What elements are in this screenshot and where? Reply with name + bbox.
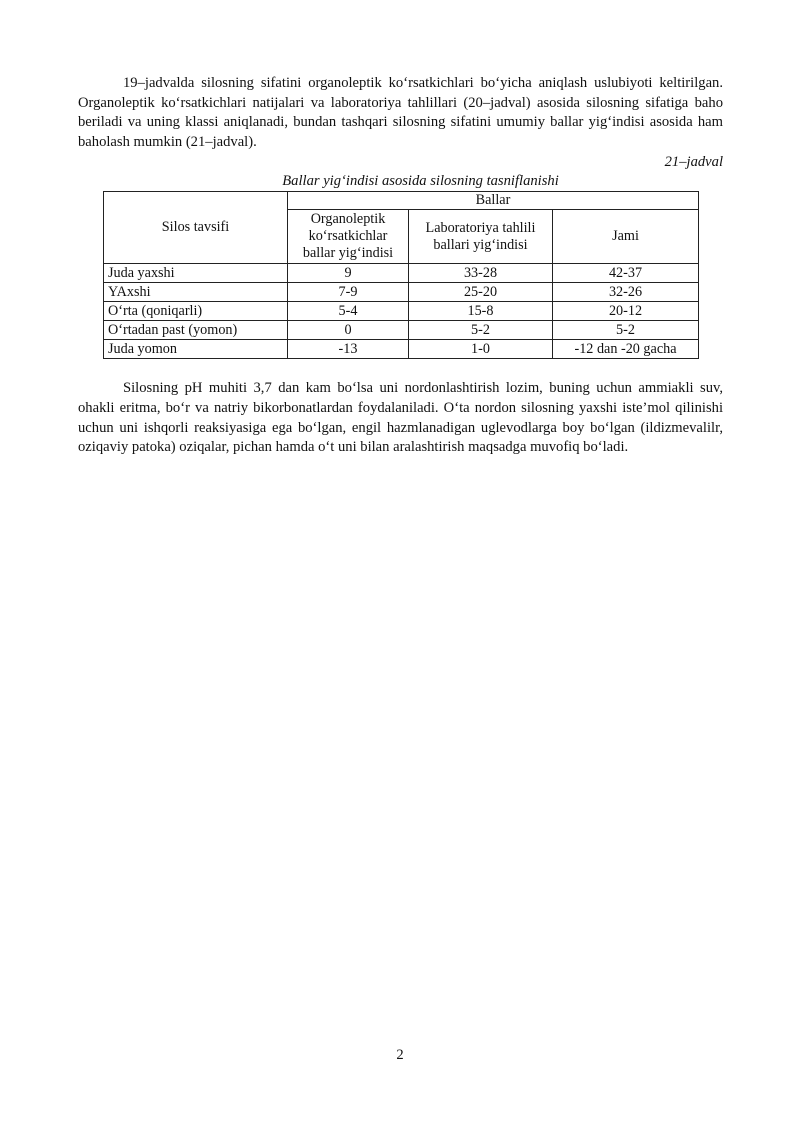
intro-paragraph: 19–jadvalda silosning sifatini organoleptik ko‘rsatkichlari bo‘yicha aniqlash uslubiyoti keltirilgan. Organoleptik ko‘rsatkichlari natijalari va laboratoriya tahlillari (20–jadval) asosida silosning sifatiga baho beriladi va uning klassi aniqlanadi, bundan tashqari silosning sifatini umumiy ballar yig‘indisi asosida ham baholash mumkin (21–jadval). bbox=[78, 75, 723, 150]
row-tavsif: YAxshi bbox=[104, 283, 288, 302]
header-silos-tavsifi: Silos tavsifi bbox=[104, 192, 288, 264]
closing-paragraph: Silosning pH muhiti 3,7 dan kam bo‘lsa uni nordonlashtirish lozim, buning uchun ammiakli suv, ohakli eritma, bo‘r va natriy bikorbonatlardan foydalaniladi. O‘ta nordon silosning yaxshi iste’mol qilinishi uchun uni ishqorli reaksiyasiga ega bo‘lgan, engil hazmlanadigan uglevodlarga boy bo‘lgan (ildizmevalilr, oziqaviy patoka) oziqalar, pichan hamda o‘t uni bilan aralashtirish maqsadga muvofiq bo‘ladi. bbox=[78, 380, 723, 456]
row-jami: -12 dan -20 gacha bbox=[553, 340, 699, 359]
row-laboratoriya: 5-2 bbox=[409, 321, 553, 340]
header-jami: Jami bbox=[553, 210, 699, 264]
row-jami: 5-2 bbox=[553, 321, 699, 340]
table-row bbox=[104, 321, 699, 340]
row-laboratoriya: 25-20 bbox=[409, 283, 553, 302]
row-tavsif: Juda yomon bbox=[104, 340, 288, 359]
classification-table bbox=[103, 191, 699, 359]
row-laboratoriya: 1-0 bbox=[409, 340, 553, 359]
table-title: Ballar yig‘indisi asosida silosning tasniflanishi bbox=[282, 173, 559, 190]
page-content bbox=[78, 74, 723, 458]
header-ballar: Ballar bbox=[288, 192, 699, 210]
row-organoleptik: 5-4 bbox=[288, 302, 409, 321]
row-tavsif: O‘rtadan past (yomon) bbox=[104, 321, 288, 340]
row-laboratoriya: 15-8 bbox=[409, 302, 553, 321]
row-tavsif: Juda yaxshi bbox=[104, 264, 288, 283]
table-row bbox=[104, 340, 699, 359]
table-number: 21–jadval bbox=[664, 154, 723, 171]
header-laboratoriya: Laboratoriya tahlili ballari yig‘indisi bbox=[409, 210, 553, 264]
table-row bbox=[104, 283, 699, 302]
row-jami: 42-37 bbox=[553, 264, 699, 283]
table-row bbox=[104, 302, 699, 321]
row-laboratoriya: 33-28 bbox=[409, 264, 553, 283]
row-organoleptik: 9 bbox=[288, 264, 409, 283]
row-organoleptik: -13 bbox=[288, 340, 409, 359]
header-organoleptik: Organoleptik ko‘rsatkichlar ballar yig‘indisi bbox=[288, 210, 409, 264]
row-tavsif: O‘rta (qoniqarli) bbox=[104, 302, 288, 321]
row-organoleptik: 0 bbox=[288, 321, 409, 340]
row-jami: 20-12 bbox=[553, 302, 699, 321]
table-row bbox=[104, 264, 699, 283]
table-header-row bbox=[104, 192, 699, 210]
row-jami: 32-26 bbox=[553, 283, 699, 302]
page-number: 2 bbox=[396, 1047, 404, 1063]
row-organoleptik: 7-9 bbox=[288, 283, 409, 302]
